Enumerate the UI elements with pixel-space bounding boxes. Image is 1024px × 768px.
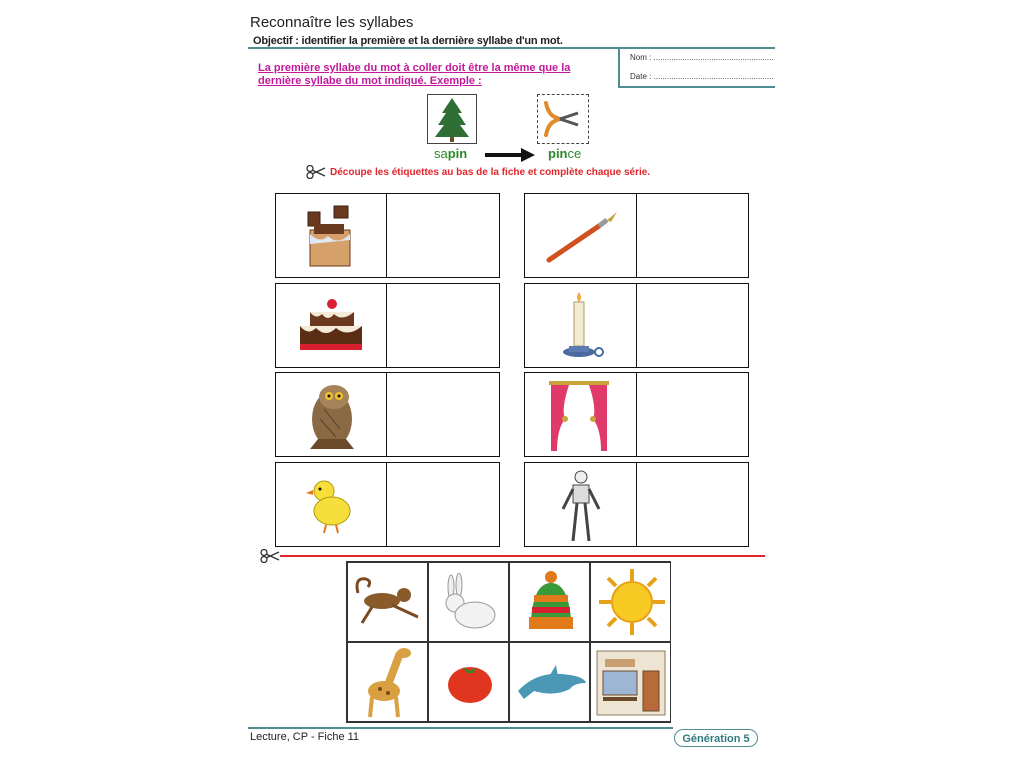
- label-giraffe[interactable]: [347, 642, 428, 722]
- series-image-curtain: [524, 372, 638, 457]
- cake-icon: [296, 298, 366, 358]
- answer-slot-right-1[interactable]: [636, 193, 749, 278]
- label-tomato[interactable]: [428, 642, 509, 722]
- example-word2-bold: pin: [548, 146, 568, 161]
- curtain-icon: [547, 379, 611, 453]
- pliers-icon: [537, 94, 589, 144]
- cut-instruction-text: Découpe les étiquettes au bas de la fiche et complète chaque série.: [330, 167, 651, 178]
- label-monkey[interactable]: [347, 562, 428, 642]
- answer-slot-left-2[interactable]: [386, 283, 500, 368]
- paintbrush-icon: [545, 210, 621, 264]
- series-image-chocolate: [275, 193, 388, 278]
- answer-slot-left-4[interactable]: [386, 462, 500, 547]
- example-word2-plain: ce: [567, 146, 582, 161]
- answer-slot-left-3[interactable]: [386, 372, 500, 457]
- series-image-candle: [524, 283, 638, 368]
- tomato-icon: [445, 657, 495, 707]
- owl-icon: [304, 379, 358, 451]
- worksheet-title: Reconnaître les syllabes: [250, 14, 414, 31]
- series-image-owl: [275, 372, 388, 457]
- namebox-bottom-line: [618, 86, 775, 88]
- monkey-icon: [352, 573, 426, 631]
- sun-icon: [597, 567, 667, 637]
- series-image-paintbrush: [524, 193, 638, 278]
- label-dolphin[interactable]: [509, 642, 590, 722]
- fir-tree-icon: [427, 94, 477, 144]
- example-word-pince: [548, 146, 581, 161]
- series-image-chick: [275, 462, 388, 547]
- answer-slot-right-3[interactable]: [636, 372, 749, 457]
- bakery-icon: [595, 649, 667, 717]
- series-image-cake: [275, 283, 388, 368]
- footer-reference: Lecture, CP - Fiche 11: [250, 731, 360, 743]
- answer-slot-right-4[interactable]: [636, 462, 749, 547]
- dolphin-icon: [514, 661, 588, 705]
- answer-slot-right-2[interactable]: [636, 283, 749, 368]
- cutout-labels-grid: [346, 561, 671, 723]
- namebox-divider: [618, 47, 620, 87]
- scissors-icon: [306, 165, 326, 179]
- skeleton-icon: [557, 469, 605, 543]
- header-divider: [248, 47, 775, 49]
- footer-divider: [248, 727, 673, 729]
- example-word1-bold: pin: [447, 146, 468, 161]
- instruction-text: La première syllabe du mot à coller doit être la même que la dernière syllabe du mot indiqué. Exemple :: [258, 62, 571, 87]
- example-word1-plain: sa: [434, 146, 448, 161]
- name-field[interactable]: Nom : ......................................................: [630, 53, 774, 62]
- wool-hat-icon: [526, 569, 576, 635]
- publisher-badge: Génération 5: [674, 729, 758, 747]
- scissors-cutline-icon: [260, 549, 280, 563]
- chocolate-icon: [304, 204, 354, 268]
- answer-slot-left-1[interactable]: [386, 193, 500, 278]
- label-sun[interactable]: [590, 562, 671, 642]
- example-word-sapin: [434, 146, 467, 161]
- candle-icon: [561, 290, 607, 364]
- label-wool-hat[interactable]: [509, 562, 590, 642]
- series-image-skeleton: [524, 462, 638, 547]
- cut-line: [280, 555, 765, 557]
- label-bakery[interactable]: [590, 642, 671, 722]
- objective-text: Objectif : identifier la première et la dernière syllabe d'un mot.: [253, 35, 563, 47]
- label-rabbit[interactable]: [428, 562, 509, 642]
- rabbit-icon: [437, 573, 501, 633]
- chick-icon: [304, 477, 354, 535]
- arrow-right-icon: [485, 148, 535, 162]
- date-field[interactable]: Date : ......................................................: [630, 72, 774, 81]
- giraffe-icon: [360, 645, 416, 719]
